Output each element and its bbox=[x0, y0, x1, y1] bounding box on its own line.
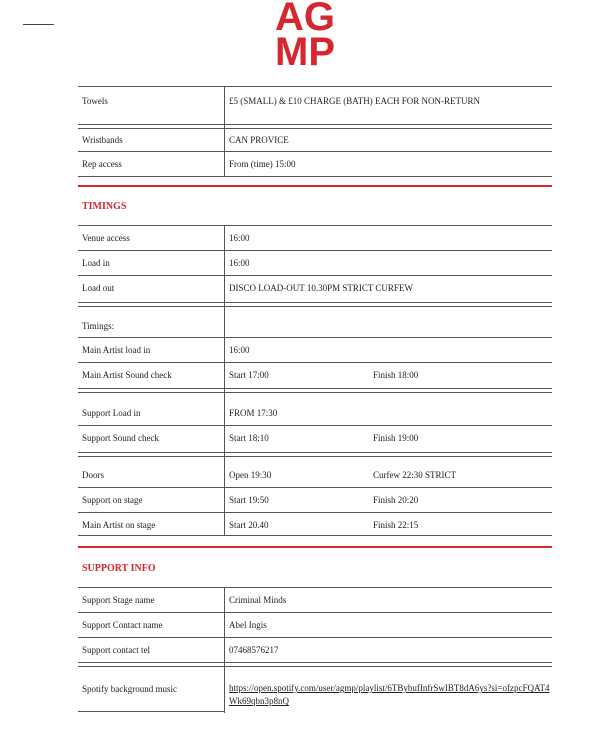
column-divider bbox=[224, 86, 225, 176]
main-sound-check-label: Main Artist Sound check bbox=[82, 370, 172, 380]
column-divider bbox=[224, 225, 225, 535]
row-rule bbox=[78, 86, 552, 87]
row-rule bbox=[78, 662, 552, 667]
spotify-link[interactable]: https://open.spotify.com/user/agmp/playlist/6TBybufInfrSwIBT8dA6ys?si=ofzpcFQAT4Wk69qbn3p8nQ bbox=[229, 683, 550, 706]
row-rule bbox=[78, 362, 552, 363]
logo-top-letters: AG bbox=[275, 0, 335, 39]
rep-access-label: Rep access bbox=[82, 159, 122, 169]
support-sound-check-label: Support Sound check bbox=[82, 433, 159, 443]
support-load-in-value: FROM 17:30 bbox=[229, 408, 278, 418]
row-rule bbox=[78, 302, 552, 307]
main-load-in-value: 16:00 bbox=[229, 345, 250, 355]
towels-value: £5 (SMALL) & £10 CHARGE (BATH) EACH FOR NON-RETURN bbox=[229, 96, 480, 106]
main-load-in-label: Main Artist load in bbox=[82, 345, 151, 355]
row-rule bbox=[78, 225, 552, 226]
agmp-logo bbox=[262, 0, 348, 66]
load-out-value: DISCO LOAD-OUT 10.30PM STRICT CURFEW bbox=[229, 283, 413, 293]
timings-label: Timings: bbox=[82, 321, 115, 331]
support-info-heading: SUPPORT INFO bbox=[82, 563, 156, 574]
main-sound-check-finish: Finish 18:00 bbox=[373, 370, 419, 380]
support-on-stage-start: Start 19:50 bbox=[229, 495, 269, 505]
load-out-label: Load out bbox=[82, 283, 115, 293]
section-divider bbox=[78, 185, 552, 187]
row-rule bbox=[78, 612, 552, 613]
venue-access-label: Venue access bbox=[82, 233, 130, 243]
spotify-label: Spotify background music bbox=[82, 684, 177, 694]
row-rule bbox=[78, 151, 552, 152]
logo-bottom-letters: MP bbox=[275, 30, 335, 66]
support-stage-name-label: Support Stage name bbox=[82, 595, 155, 605]
support-sound-check-start: Start 18:10 bbox=[229, 433, 269, 443]
support-load-in-label: Support Load in bbox=[82, 408, 141, 418]
main-on-stage-start: Start 20.40 bbox=[229, 520, 269, 530]
main-on-stage-label: Main Artist on stage bbox=[82, 520, 156, 530]
row-rule bbox=[78, 711, 224, 712]
row-rule bbox=[78, 487, 552, 488]
support-on-stage-finish: Finish 20:20 bbox=[373, 495, 419, 505]
row-rule bbox=[78, 337, 552, 338]
row-rule bbox=[78, 512, 552, 513]
section-divider bbox=[78, 546, 552, 548]
doors-curfew: Curfew 22:30 STRICT bbox=[373, 470, 456, 480]
support-contact-tel-value: 07468576217 bbox=[229, 645, 279, 655]
main-sound-check-start: Start 17:00 bbox=[229, 370, 269, 380]
support-contact-tel-label: Support contact tel bbox=[82, 645, 150, 655]
towels-label: Towels bbox=[82, 96, 108, 106]
support-contact-name-value: Abel Ingis bbox=[229, 620, 267, 630]
doors-label: Doors bbox=[82, 470, 104, 480]
support-on-stage-label: Support on stage bbox=[82, 495, 143, 505]
support-stage-name-value: Criminal Minds bbox=[229, 595, 287, 605]
wristbands-label: Wristbands bbox=[82, 135, 123, 145]
timings-heading: TIMINGS bbox=[82, 201, 127, 212]
wristbands-value: CAN PROVICE bbox=[229, 135, 289, 145]
venue-access-value: 16:00 bbox=[229, 233, 250, 243]
row-rule bbox=[78, 452, 552, 457]
row-rule bbox=[78, 587, 552, 588]
row-rule bbox=[78, 425, 552, 426]
support-sound-check-finish: Finish 19:00 bbox=[373, 433, 419, 443]
rep-access-value: From (time) 15:00 bbox=[229, 159, 296, 169]
load-in-value: 16:00 bbox=[229, 258, 250, 268]
row-rule bbox=[78, 535, 552, 536]
row-rule bbox=[78, 124, 552, 129]
doors-open: Open 19:30 bbox=[229, 470, 272, 480]
corner-rule bbox=[23, 24, 54, 25]
row-rule bbox=[78, 176, 552, 177]
load-in-label: Load in bbox=[82, 258, 110, 268]
row-rule bbox=[78, 250, 552, 251]
column-divider bbox=[224, 587, 225, 713]
support-contact-name-label: Support Contact name bbox=[82, 620, 163, 630]
row-rule bbox=[78, 275, 552, 276]
row-rule bbox=[78, 637, 552, 638]
main-on-stage-finish: Finish 22:15 bbox=[373, 520, 419, 530]
row-rule bbox=[78, 388, 552, 393]
